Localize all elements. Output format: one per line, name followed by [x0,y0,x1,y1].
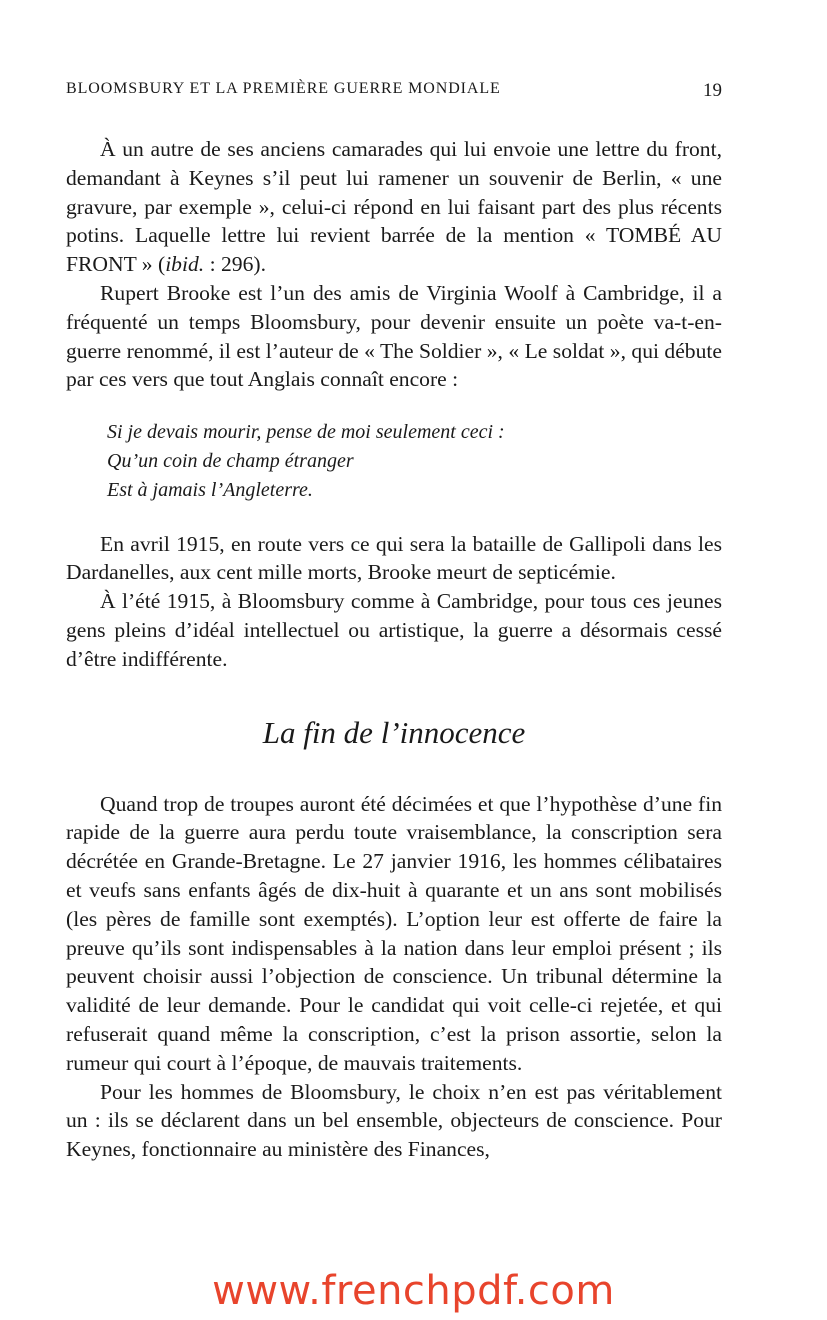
running-head [66,80,722,104]
verse-line: Si je devais mourir, pense de moi seulement ceci : [107,421,505,444]
paragraph: En avril 1915, en route vers ce qui sera la bataille de Gallipoli dans les Dardanelles, aux cent mille morts, Brooke meurt de septicémie. [66,531,722,585]
paragraph [66,135,722,279]
verse-line: Qu’un coin de champ étranger [107,449,354,472]
verse-quote [107,418,722,504]
paragraph: À l’été 1915, à Bloomsbury comme à Cambridge, pour tous ces jeunes gens pleins d’idéal intellectuel ou artistique, la guerre a désormais cessé d’être indifférente. [66,589,722,671]
paragraph-text: : 296). [204,252,266,277]
running-title: BLOOMSBURY ET LA PREMIÈRE GUERRE MONDIALE [66,80,501,97]
paragraph: Pour les hommes de Bloomsbury, le choix n’en est pas véritablement un : ils se déclarent dans un bel ensemble, objecteurs de conscience. Pour Keynes, fonctionnaire au ministère des Finances, [66,1079,722,1162]
page-body [66,135,722,1164]
page-number: 19 [703,80,722,101]
paragraph: Rupert Brooke est l’un des amis de Virginia Woolf à Cambridge, il a fréquenté un temps Bloomsbury, pour devenir ensuite un poète va-t-en-guerre renommé, il est l’auteur de « The Soldier », « Le soldat », qui débute par ces vers que tout Anglais connaît encore : [66,280,722,392]
section-title: La fin de l’innocence [262,714,526,750]
citation-ibid: ibid. [165,252,205,277]
paragraph: Quand trop de troupes auront été décimées et que l’hypothèse d’une fin rapide de la guerre aura perdu toute vraisemblance, la conscription sera décrétée en Grande-Bretagne. Le 27 janvier 1916, les hommes célibataires et veufs sans enfants âgés de dix-huit à quarante et un ans sont mobilisés (les pères de famille sont exemptés). L’option leur est offerte de faire la preuve qu’ils sont indispensables à la nation dans leur emploi présent ; ils peuvent choisir aussi l’objection de conscience. Un tribunal détermine la validité de leur demande. Pour le candidat qui voit celle-ci rejetée, et qui refuserait quand même la conscription, c’est la prison assortie, selon la rumeur qui court à l’époque, de mauvais traitements. [66,791,722,1075]
watermark-link[interactable]: www.frenchpdf.com [212,1268,615,1314]
verse-line: Est à jamais l’Angleterre. [107,478,313,501]
paragraph-text: À un autre de ses anciens camarades qui lui envoie une lettre du front, demandant à Keynes s’il peut lui ramener un souvenir de Berlin, « une gravure, par exemple », celui-ci répond en lui faisant part des plus récents potins. Laquelle lettre lui revient barrée de la mention « TOMBÉ AU FRONT » ( [66,137,722,277]
